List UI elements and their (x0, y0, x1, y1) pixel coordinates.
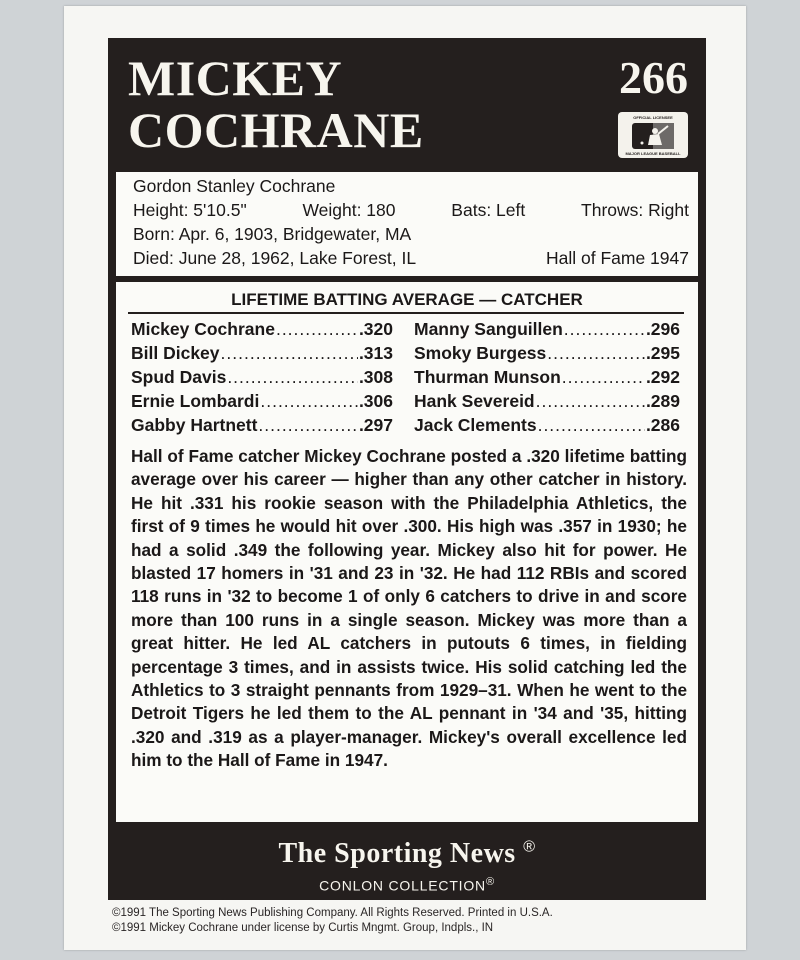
stats-column-left (131, 319, 393, 439)
player-name (128, 52, 424, 156)
stats-title: LIFETIME BATTING AVERAGE — CATCHER (231, 290, 583, 309)
stats-divider (128, 312, 684, 314)
mlb-logo-bottom-text: MAJOR LEAGUE BASEBALL (625, 151, 681, 156)
list-item (414, 367, 680, 391)
player-name-cell: Mickey Cochrane (131, 319, 275, 339)
player-name-cell: Smoky Burgess (414, 343, 547, 363)
player-last-name: COCHRANE (128, 102, 424, 158)
collection-registered-mark: ® (485, 876, 495, 888)
list-item (131, 319, 393, 343)
list-item (414, 415, 680, 439)
player-name-cell: Manny Sanguillen (414, 319, 563, 339)
average-cell: .289 (645, 391, 680, 411)
copyright-line-1: ©1991 The Sporting News Publishing Company. All Rights Reserved. Printed in U.S.A. (112, 907, 553, 919)
bio-line-born (133, 223, 689, 245)
list-item (131, 391, 393, 415)
average-cell: .313 (358, 343, 393, 363)
bio-line-measurements (133, 199, 689, 221)
mlb-logo (618, 112, 688, 158)
mlb-logo-top-text: OFFICIAL LICENSEE (633, 115, 673, 120)
copyright-notice (112, 906, 672, 936)
list-item (131, 343, 393, 367)
full-name: Gordon Stanley Cochrane (133, 176, 336, 196)
player-name-cell: Thurman Munson (414, 367, 561, 387)
hall-of-fame: Hall of Fame 1947 (546, 248, 689, 268)
player-name-cell: Spud Davis (131, 367, 227, 387)
player-name-cell: Ernie Lombardi (131, 391, 260, 411)
list-item (414, 343, 680, 367)
career-summary: Hall of Fame catcher Mickey Cochrane posted a .320 lifetime batting average over his career — higher than any other catcher in history. He hit .331 his rookie season with the Philadelphia Athletics, the first of 9 times he would hit over .300. His high was .357 in 1930; he had a solid .349 the following year. Mickey also hit for power. He blasted 17 homers in '31 and 23 in '32. He had 112 RBIs and scored 118 runs in '32 to become 1 of only 6 catchers to drive in and score more than 100 runs in a single season. Mickey was more than a great hitter. He led AL catchers in putouts 6 times, in fielding percentage 3 times, and in assists twice. His solid catching led the Athletics to 3 straight pennants from 1929–31. When he went to the Detroit Tigers he led them to the AL pennant in '34 and '35, hitting .320 and .319 as a player-manager. Mickey's overall excellence led him to the Hall of Fame in 1947. (131, 446, 687, 771)
sporting-news-logo (108, 838, 706, 870)
collection-label (108, 876, 706, 894)
bio-line-died (133, 247, 689, 269)
list-item (131, 367, 393, 391)
copyright-line-2: ©1991 Mickey Cochrane under license by Curtis Mngmt. Group, Indpls., IN (112, 922, 494, 934)
average-cell: .296 (645, 319, 680, 339)
list-item (414, 319, 680, 343)
bats: Bats: Left (451, 200, 526, 220)
average-cell: .286 (645, 415, 680, 435)
player-first-name: MICKEY (128, 50, 343, 106)
stats-panel (116, 282, 698, 822)
list-item (414, 391, 680, 415)
average-cell: .297 (358, 415, 393, 435)
batter-silhouette-icon (632, 123, 674, 149)
player-name-cell: Jack Clements (414, 415, 537, 435)
weight: Weight: 180 (302, 200, 396, 220)
player-name-cell: Hank Severeid (414, 391, 535, 411)
died: Died: June 28, 1962, Lake Forest, IL (133, 248, 417, 268)
average-cell: .320 (358, 319, 393, 339)
height: Height: 5'10.5" (133, 200, 247, 220)
average-cell: .306 (358, 391, 393, 411)
born: Born: Apr. 6, 1903, Bridgewater, MA (133, 224, 412, 244)
list-item (131, 415, 393, 439)
card-number: 266 (619, 52, 688, 103)
stats-column-right (414, 319, 680, 439)
bio-panel (116, 172, 698, 276)
average-cell: .295 (645, 343, 680, 363)
player-name-cell: Gabby Hartnett (131, 415, 258, 435)
average-cell: .292 (645, 367, 680, 387)
logo-registered-mark: ® (523, 838, 536, 856)
player-name-cell: Bill Dickey (131, 343, 220, 363)
average-cell: .308 (358, 367, 393, 387)
throws: Throws: Right (581, 200, 689, 220)
bio-line-fullname (133, 175, 689, 197)
card-frame (108, 38, 706, 900)
collection-text: CONLON COLLECTION (319, 877, 486, 894)
logo-text: The Sporting News (278, 838, 516, 869)
